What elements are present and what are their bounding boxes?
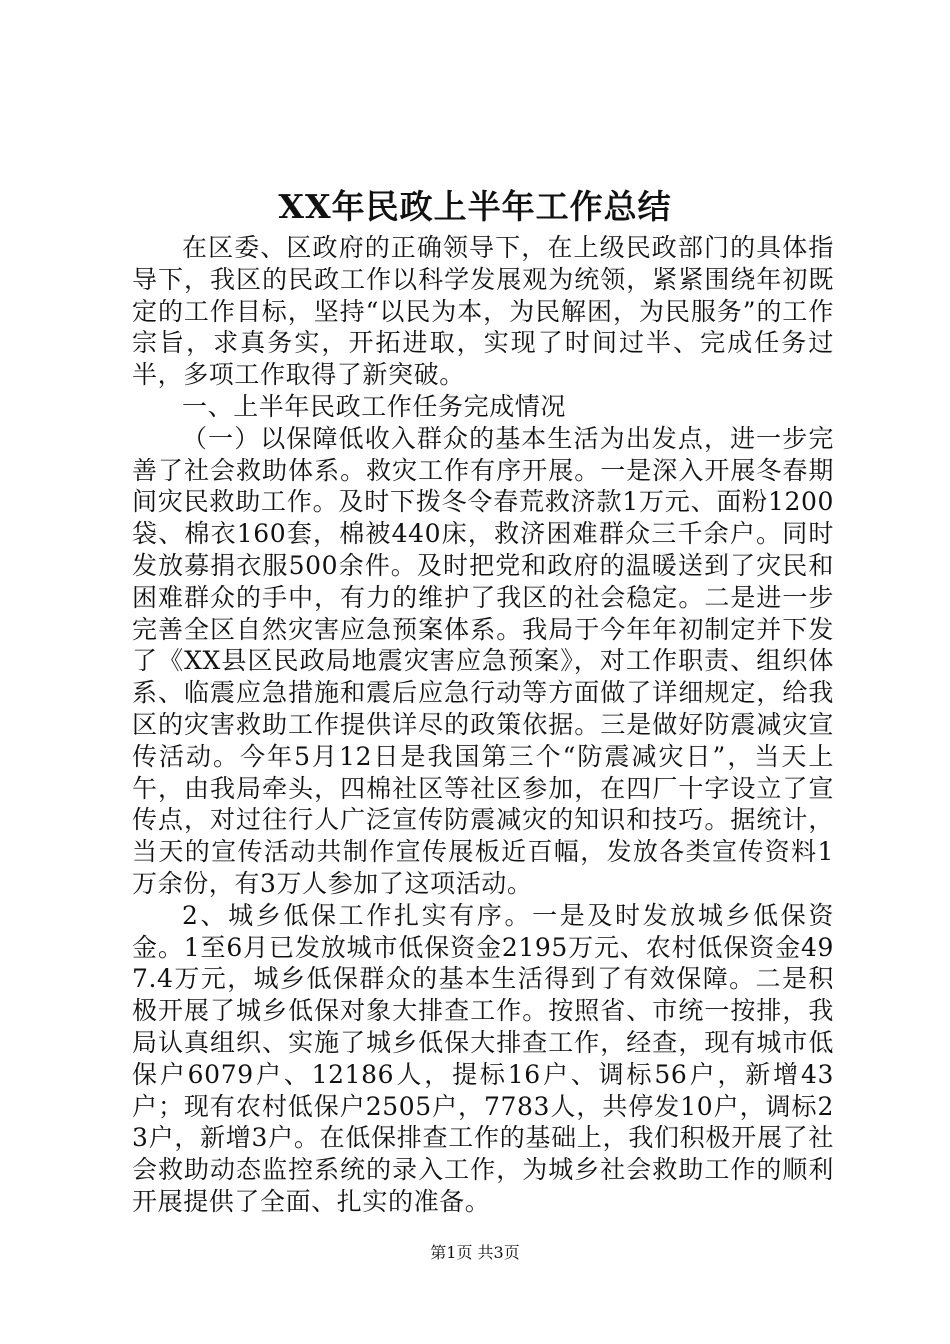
disaster-relief-paragraph: （一）以保障低收入群众的基本生活为出发点，进一步完善了社会救助体系。救灾工作有序开展。一是深入开展冬春期间灾民救助工作。及时下拨冬令春荒救济款1万元、面粉1200袋、棉衣160套，棉被440床，救济困难群众三千余户。同时发放募捐衣服500余件。及时把党和政府的温暖送到了灾民和困难群众的手中，有力的维护了我区的社会稳定。二是进一步完善全区自然灾害应急预案体系。我局于今年年初制定并下发了《XX县区民政局地震灾害应急预案》，对工作职责、组织体系、临震应急措施和震后应急行动等方面做了详细规定，给我区的灾害救助工作提供详尽的政策依据。三是做好防震减灾宣传活动。今年5月12日是我国第三个“防震减灾日”，当天上午，由我局牵头，四棉社区等社区参加，在四厂十字设立了宣传点，对过往行人广泛宣传防震减灾的知识和技巧。据统计，当天的宣传活动共制作宣传展板近百幅，发放各类宣传资料1万余份，有3万人参加了这项活动。: [132, 423, 834, 898]
minimum-living-paragraph: 2、城乡低保工作扎实有序。一是及时发放城乡低保资金。1至6月已发放城市低保资金2195万元、农村低保资金497.4万元，城乡低保群众的基本生活得到了有效保障。二是积极开展了城乡低保对象大排查工作。按照省、市统一按排，我局认真组织、实施了城乡低保大排查工作，经查，现有城市低保户6079户、12186人，提标16户、调标56户，新增43户；现有农村低保户2505户，7783人，共停发10户，调标23户，新增3户。在低保排查工作的基础上，我们积极开展了社会救助动态监控系统的录入工作，为城乡社会救助工作的顺利开展提供了全面、扎实的准备。: [132, 900, 834, 1216]
intro-paragraph: 在区委、区政府的正确领导下，在上级民政部门的具体指导下，我区的民政工作以科学发展观为统领，紧紧围绕年初既定的工作目标，坚持“以民为本，为民解困，为民服务”的工作宗旨，求真务实，开拓进取，实现了时间过半、完成任务过半，多项工作取得了新突破。: [132, 233, 834, 390]
section-heading: 一、上半年民政工作任务完成情况: [182, 391, 567, 421]
document-title: XX年民政上半年工作总结: [278, 187, 672, 226]
page-number: 第1页 共3页: [430, 1243, 520, 1262]
document-body: [132, 232, 834, 1218]
